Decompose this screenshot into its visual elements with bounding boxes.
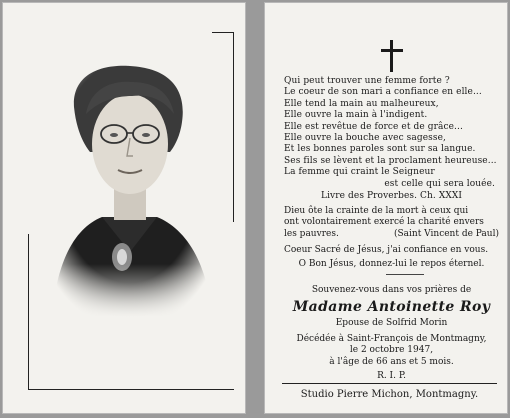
prayer-line: ont volontairement exercé la charité envers <box>284 217 484 228</box>
cross-icon <box>379 40 405 72</box>
rip-line: R. I. P. <box>377 371 406 381</box>
prayer-line: les pauvres. <box>284 228 339 239</box>
verse-line: Ses fils se lèvent et la proclament heureuse... <box>284 155 497 166</box>
frame-line-top <box>212 32 234 33</box>
prayer-sacred-heart <box>284 245 499 256</box>
prayer-line-last <box>284 229 499 240</box>
verse-line: Elle ouvre la bouche avec sagesse, <box>284 133 446 144</box>
remember-line: Souvenez-vous dans vos prières de <box>311 285 472 295</box>
prayer-bon-jesus <box>284 259 499 270</box>
verse-line: Le coeur de son mari a confiance en elle... <box>284 87 482 98</box>
divider <box>282 383 497 384</box>
memorial-text-card <box>264 2 508 414</box>
verse-line: La femme qui craint le Seigneur <box>284 167 435 178</box>
deceased-name: Madame Antoinette Roy <box>292 299 491 315</box>
verse-line: Elle tend la main au malheureux, <box>284 98 439 109</box>
frame-line-right <box>233 32 234 222</box>
frame-line-bottom <box>28 389 234 390</box>
verse-line: Qui peut trouver une femme forte ? <box>284 76 450 86</box>
verse-line-end: est celle qui sera louée. <box>384 178 495 189</box>
prayer-charity <box>284 206 499 240</box>
proverbs-verse <box>284 76 499 202</box>
verse-line: Elle ouvre la main à l'indigent. <box>284 110 428 121</box>
verse-line: Elle est revêtue de force et de grâce... <box>284 121 463 132</box>
prayer-line: O Bon Jésus, donnez-lui le repos éternel. <box>298 259 485 269</box>
spouse-line: Epouse de Solfrid Morin <box>335 318 448 328</box>
prayer-line: Dieu ôte la crainte de la mort à ceux qui <box>284 206 469 216</box>
portrait-photo <box>42 52 217 317</box>
frame-line-left <box>28 234 29 390</box>
prayer-attribution: (Saint Vincent de Paul) <box>393 228 499 239</box>
divider <box>386 274 424 275</box>
portrait-card <box>2 2 246 414</box>
verse-reference: Livre des Proverbes. Ch. XXXI <box>321 191 462 202</box>
death-details <box>284 334 499 368</box>
verse-line: Et les bonnes paroles sont sur sa langue. <box>284 144 476 155</box>
studio-credit: Studio Pierre Michon, Montmagny. <box>300 389 479 400</box>
death-line: à l'âge de 66 ans et 5 mois. <box>329 356 454 367</box>
death-line: Décédée à Saint-François de Montmagny, <box>296 334 487 344</box>
prayer-line: Coeur Sacré de Jésus, j'ai confiance en vous. <box>284 245 489 255</box>
death-line: le 2 octobre 1947, <box>349 345 434 356</box>
